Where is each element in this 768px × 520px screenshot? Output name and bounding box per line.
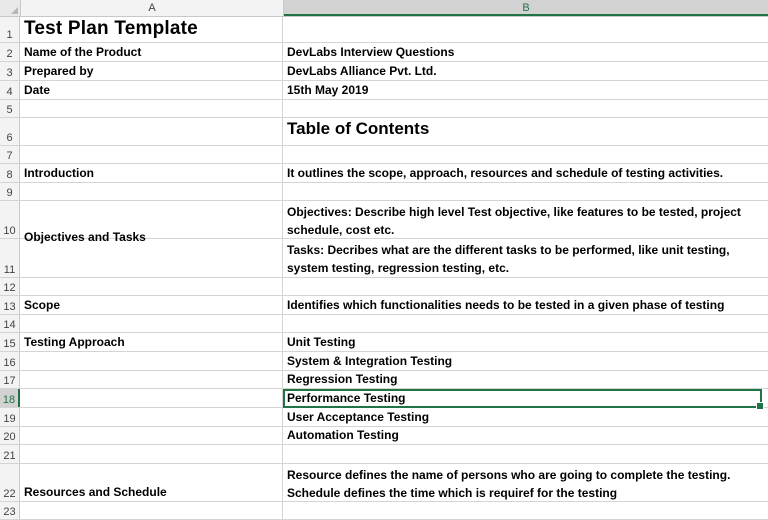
row-header[interactable]: 20 xyxy=(0,427,20,444)
cell-b10-text: Objectives: Describe high level Test objective, like features to be tested, project schedule, cost etc. xyxy=(287,205,741,237)
select-all-icon xyxy=(11,7,18,14)
cell-b18[interactable]: Performance Testing xyxy=(287,391,406,405)
toc-heading: Table of Contents xyxy=(287,119,430,138)
table-row xyxy=(0,239,768,278)
row-header[interactable]: 13 xyxy=(0,296,20,314)
table-row xyxy=(0,81,768,100)
cell-a4[interactable]: Date xyxy=(20,81,283,99)
row-header[interactable]: 14 xyxy=(0,315,20,332)
cell-a22[interactable]: Resources and Schedule xyxy=(20,464,283,501)
cell-a1[interactable] xyxy=(20,17,283,42)
cell-b22-text: Resource defines the name of persons who are going to complete the testing. Schedule defines the time which is requiref for the testing xyxy=(287,468,731,500)
sheet-title: Test Plan Template xyxy=(24,18,198,39)
table-row xyxy=(0,17,768,43)
cell-b14[interactable] xyxy=(283,315,768,332)
row-header[interactable]: 23 xyxy=(0,502,20,519)
row-header[interactable]: 11 xyxy=(0,239,20,277)
row-header[interactable]: 15 xyxy=(0,333,20,351)
table-row xyxy=(0,408,768,427)
cell-a10-text: Objectives and Tasks xyxy=(24,230,146,244)
cell-a20[interactable] xyxy=(20,427,283,444)
cell-b16[interactable]: System & Integration Testing xyxy=(287,354,453,368)
cell-b17[interactable]: Regression Testing xyxy=(287,372,398,386)
cell-a15[interactable]: Testing Approach xyxy=(20,333,283,351)
table-row xyxy=(0,371,768,389)
table-row xyxy=(0,146,768,164)
cell-a23[interactable] xyxy=(20,502,283,519)
row-header[interactable]: 7 xyxy=(0,146,20,163)
cell-a10[interactable] xyxy=(20,201,283,244)
cell-a12[interactable] xyxy=(20,278,283,295)
cell-a7[interactable] xyxy=(20,146,283,163)
table-row xyxy=(0,502,768,520)
row-header[interactable]: 22 xyxy=(0,464,20,501)
cell-a9[interactable] xyxy=(20,183,283,200)
cell-a17[interactable] xyxy=(20,371,283,388)
cell-b13[interactable]: Identifies which functionalities needs to be tested in a given phase of testing xyxy=(287,298,725,312)
cell-b9[interactable] xyxy=(283,183,768,200)
cell-b4[interactable]: 15th May 2019 xyxy=(287,83,369,97)
table-row xyxy=(0,296,768,315)
table-row xyxy=(0,445,768,464)
cell-b23[interactable] xyxy=(283,502,768,519)
row-header[interactable]: 5 xyxy=(0,100,20,117)
cell-a11[interactable] xyxy=(20,239,283,277)
row-header[interactable]: 9 xyxy=(0,183,20,200)
cell-a5[interactable] xyxy=(20,100,283,117)
cell-a3[interactable]: Prepared by xyxy=(20,62,283,80)
row-header[interactable]: 3 xyxy=(0,62,20,80)
cell-a8[interactable]: Introduction xyxy=(20,164,283,182)
sheet-grid xyxy=(0,17,768,520)
table-row xyxy=(0,62,768,81)
table-row xyxy=(0,201,768,244)
cell-b20[interactable]: Automation Testing xyxy=(287,428,399,442)
row-header[interactable]: 16 xyxy=(0,352,20,370)
row-header[interactable]: 18 xyxy=(0,389,20,407)
row-header[interactable]: 8 xyxy=(0,164,20,182)
cell-b8[interactable]: It outlines the scope, approach, resources and schedule of testing activities. xyxy=(287,166,724,180)
cell-a16[interactable] xyxy=(20,352,283,370)
cell-a2[interactable]: Name of the Product xyxy=(20,43,283,61)
column-header-a[interactable]: A xyxy=(21,0,284,16)
table-row xyxy=(0,427,768,445)
table-row xyxy=(0,464,768,502)
table-row xyxy=(0,118,768,146)
table-row xyxy=(0,352,768,371)
row-header[interactable]: 12 xyxy=(0,278,20,295)
cell-b12[interactable] xyxy=(283,278,768,295)
row-header[interactable]: 2 xyxy=(0,43,20,61)
table-row xyxy=(0,278,768,296)
table-row xyxy=(0,315,768,333)
cell-b19[interactable]: User Acceptance Testing xyxy=(287,410,430,424)
cell-b1[interactable] xyxy=(283,17,768,42)
cell-a13[interactable]: Scope xyxy=(20,296,283,314)
row-header[interactable]: 19 xyxy=(0,408,20,426)
table-row xyxy=(0,333,768,352)
cell-b21[interactable] xyxy=(283,445,768,463)
cell-b11[interactable] xyxy=(283,239,768,277)
cell-b3[interactable]: DevLabs Alliance Pvt. Ltd. xyxy=(287,64,437,78)
table-row xyxy=(0,164,768,183)
cell-a14[interactable] xyxy=(20,315,283,332)
cell-b2[interactable]: DevLabs Interview Questions xyxy=(287,45,455,59)
cell-a21[interactable] xyxy=(20,445,283,463)
row-header[interactable]: 21 xyxy=(0,445,20,463)
cell-a6[interactable] xyxy=(20,118,283,145)
table-row xyxy=(0,100,768,118)
cell-a19[interactable] xyxy=(20,408,283,426)
cell-b7[interactable] xyxy=(283,146,768,163)
table-row xyxy=(0,43,768,62)
column-header-bar xyxy=(0,0,768,17)
row-header[interactable]: 10 xyxy=(0,201,20,238)
cell-a18[interactable] xyxy=(20,389,283,407)
cell-b5[interactable] xyxy=(283,100,768,117)
cell-b11-text: Tasks: Decribes what are the different tasks to be performed, like unit testing, system testing, regression testing, etc. xyxy=(287,243,730,275)
cell-b22[interactable] xyxy=(283,464,768,501)
row-header[interactable]: 4 xyxy=(0,81,20,99)
column-header-b[interactable]: B xyxy=(284,0,768,16)
table-row xyxy=(0,389,768,408)
cell-b6[interactable] xyxy=(283,118,768,145)
cell-b10[interactable] xyxy=(283,201,768,238)
select-all-button[interactable] xyxy=(0,0,21,16)
table-row xyxy=(0,183,768,201)
row-header[interactable]: 6 xyxy=(0,118,20,145)
row-header[interactable]: 1 xyxy=(0,17,20,42)
cell-b15[interactable]: Unit Testing xyxy=(287,335,356,349)
row-header[interactable]: 17 xyxy=(0,371,20,388)
